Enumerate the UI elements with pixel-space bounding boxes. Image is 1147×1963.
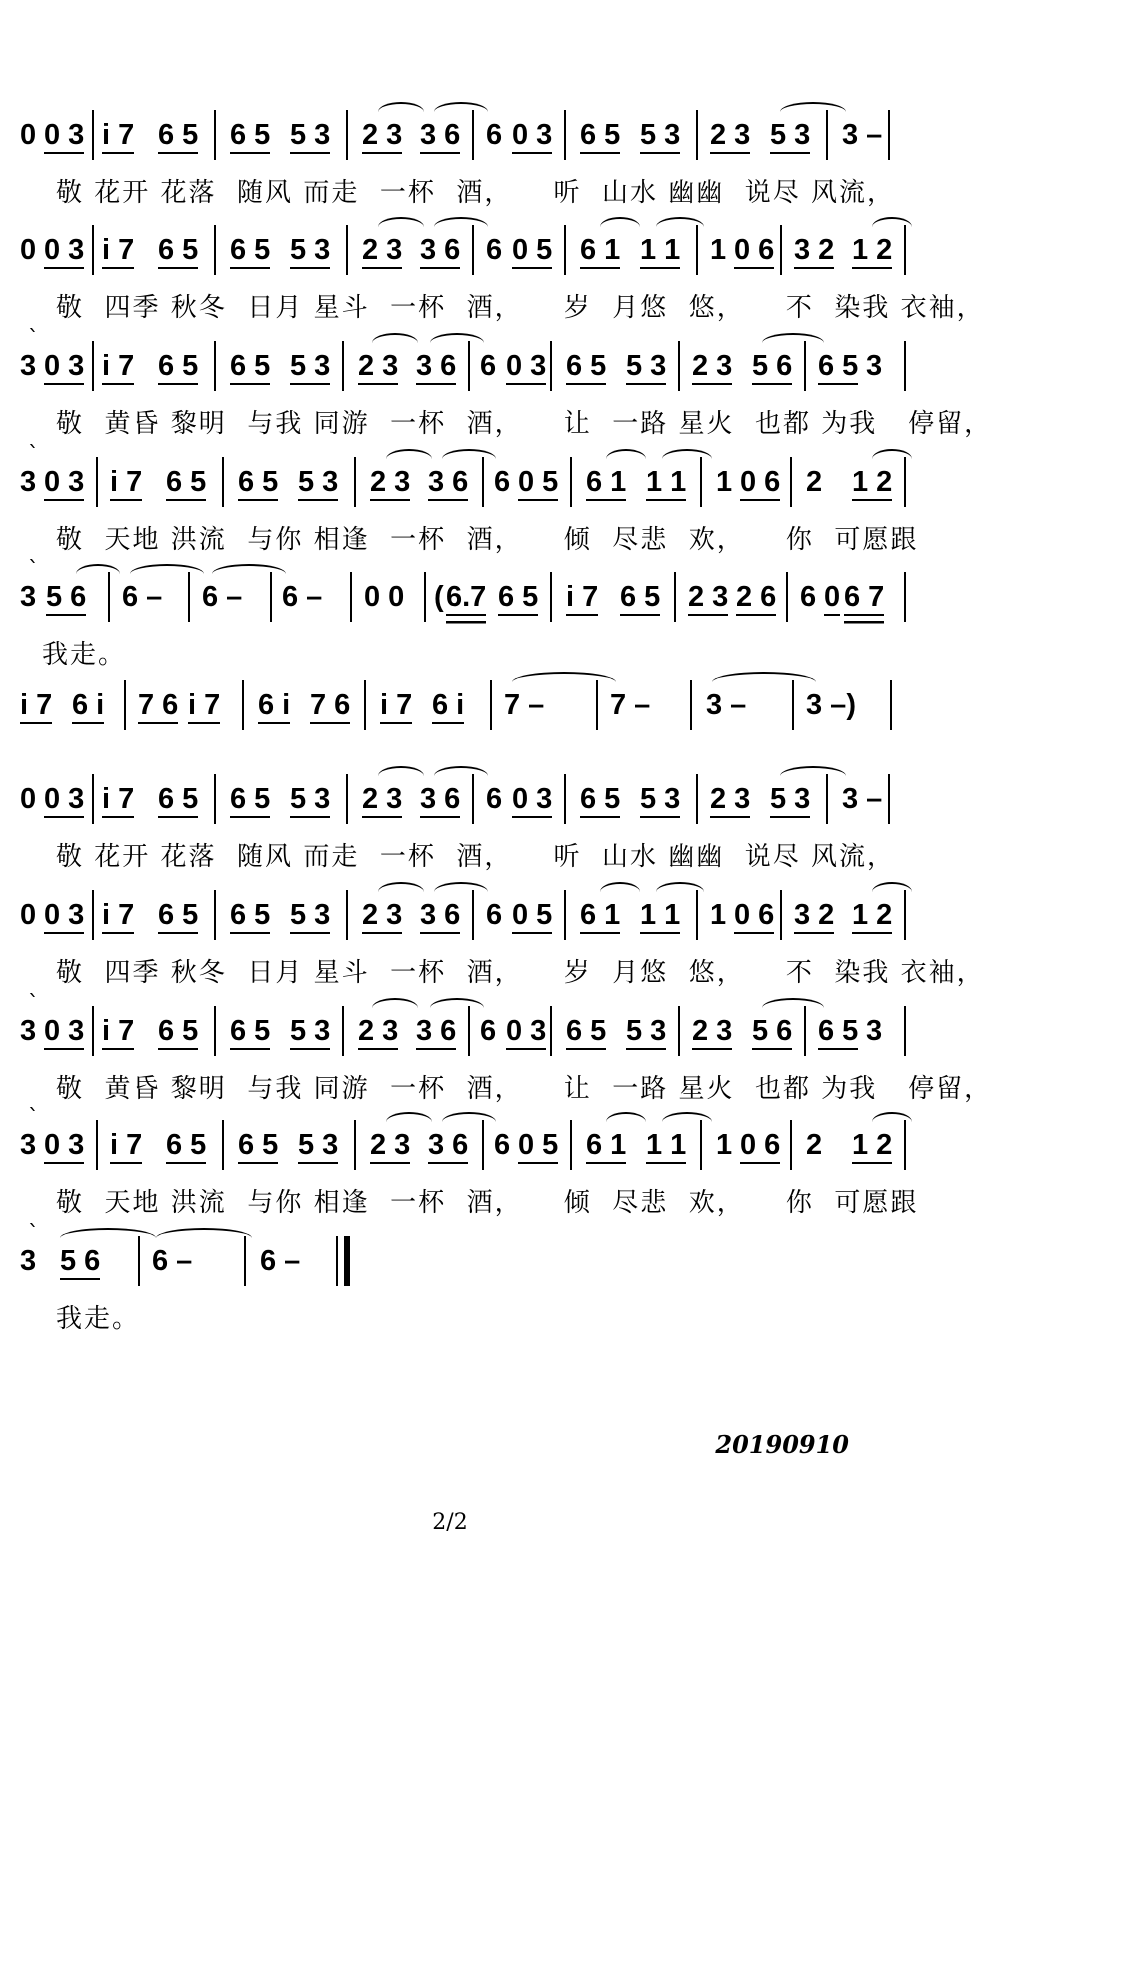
notation: ` 3 0 3 i 7 6 5 6 5 5 3 2 3 3 6 6 0 3 6 5 5 3 2 3 5 6 6 5 3 bbox=[20, 1002, 1130, 1062]
page-number: 2/2 bbox=[432, 1510, 468, 1535]
notation: ` 3 0 3 i 7 6 5 6 5 5 3 2 3 3 6 6 0 5 6 1 1 1 1 0 6 2 1 2 bbox=[20, 453, 1130, 513]
notation: 0 0 3 i 7 6 5 6 5 5 3 2 3 3 6 6 0 3 6 5 5 3 2 3 5 3 3 – bbox=[20, 770, 1130, 830]
lyrics: 敬 天地 洪流 与你 相逢 一杯 酒， 倾 尽悲 欢， 你 可愿跟 bbox=[56, 1188, 919, 1218]
lyrics: 敬 四季 秋冬 日月 星斗 一杯 酒， 岁 月悠 悠， 不 染我 衣袖， bbox=[56, 293, 985, 323]
lyrics: 敬 花开 花落 随风 而走 一杯 酒， 听 山水 幽幽 说尽 风流， bbox=[56, 842, 896, 872]
notation: ` 3 0 3 i 7 6 5 6 5 5 3 2 3 3 6 6 0 3 6 5 5 3 2 3 5 6 6 5 3 bbox=[20, 337, 1130, 397]
notation: ` 3 0 3 i 7 6 5 6 5 5 3 2 3 3 6 6 0 5 6 1 1 1 1 0 6 2 1 2 bbox=[20, 1116, 1130, 1176]
lyrics: 敬 黄昏 黎明 与我 同游 一杯 酒， 让 一路 星火 也都 为我 停留， bbox=[56, 1074, 993, 1104]
lyrics: 我走。 bbox=[42, 640, 127, 670]
lyrics: 敬 花开 花落 随风 而走 一杯 酒， 听 山水 幽幽 说尽 风流， bbox=[56, 178, 896, 208]
lyrics: 敬 四季 秋冬 日月 星斗 一杯 酒， 岁 月悠 悠， 不 染我 衣袖， bbox=[56, 958, 985, 988]
notation: ` 3 5 6 6 – 6 – 6 – 0 0 ( 6.7 6 5 i 7 6 5 2 3 2 6 6 0 6 7 bbox=[20, 568, 1130, 628]
notation: 0 0 3 i 7 6 5 6 5 5 3 2 3 3 6 6 0 3 6 5 5 3 2 3 5 3 3 – bbox=[20, 106, 1130, 166]
notation: 0 0 3 i 7 6 5 6 5 5 3 2 3 3 6 6 0 5 6 1 1 1 1 0 6 3 2 1 2 bbox=[20, 221, 1130, 281]
notation: 0 0 3 i 7 6 5 6 5 5 3 2 3 3 6 6 0 5 6 1 1 1 1 0 6 3 2 1 2 bbox=[20, 886, 1130, 946]
lyrics: 敬 天地 洪流 与你 相逢 一杯 酒， 倾 尽悲 欢， 你 可愿跟 bbox=[56, 525, 919, 555]
date-stamp: 20190910 bbox=[715, 1430, 849, 1459]
lyrics: 我走。 bbox=[56, 1304, 141, 1334]
lyrics: 敬 黄昏 黎明 与我 同游 一杯 酒， 让 一路 星火 也都 为我 停留， bbox=[56, 409, 993, 439]
notation: ` 3 5 6 6 – 6 – bbox=[20, 1232, 1130, 1292]
final-barline bbox=[344, 1236, 350, 1286]
notation: i 7 6 i 7 6 i 7 6 i 7 6 i 7 6 i 7 – 7 – 3 – 3 –) bbox=[20, 676, 1130, 736]
